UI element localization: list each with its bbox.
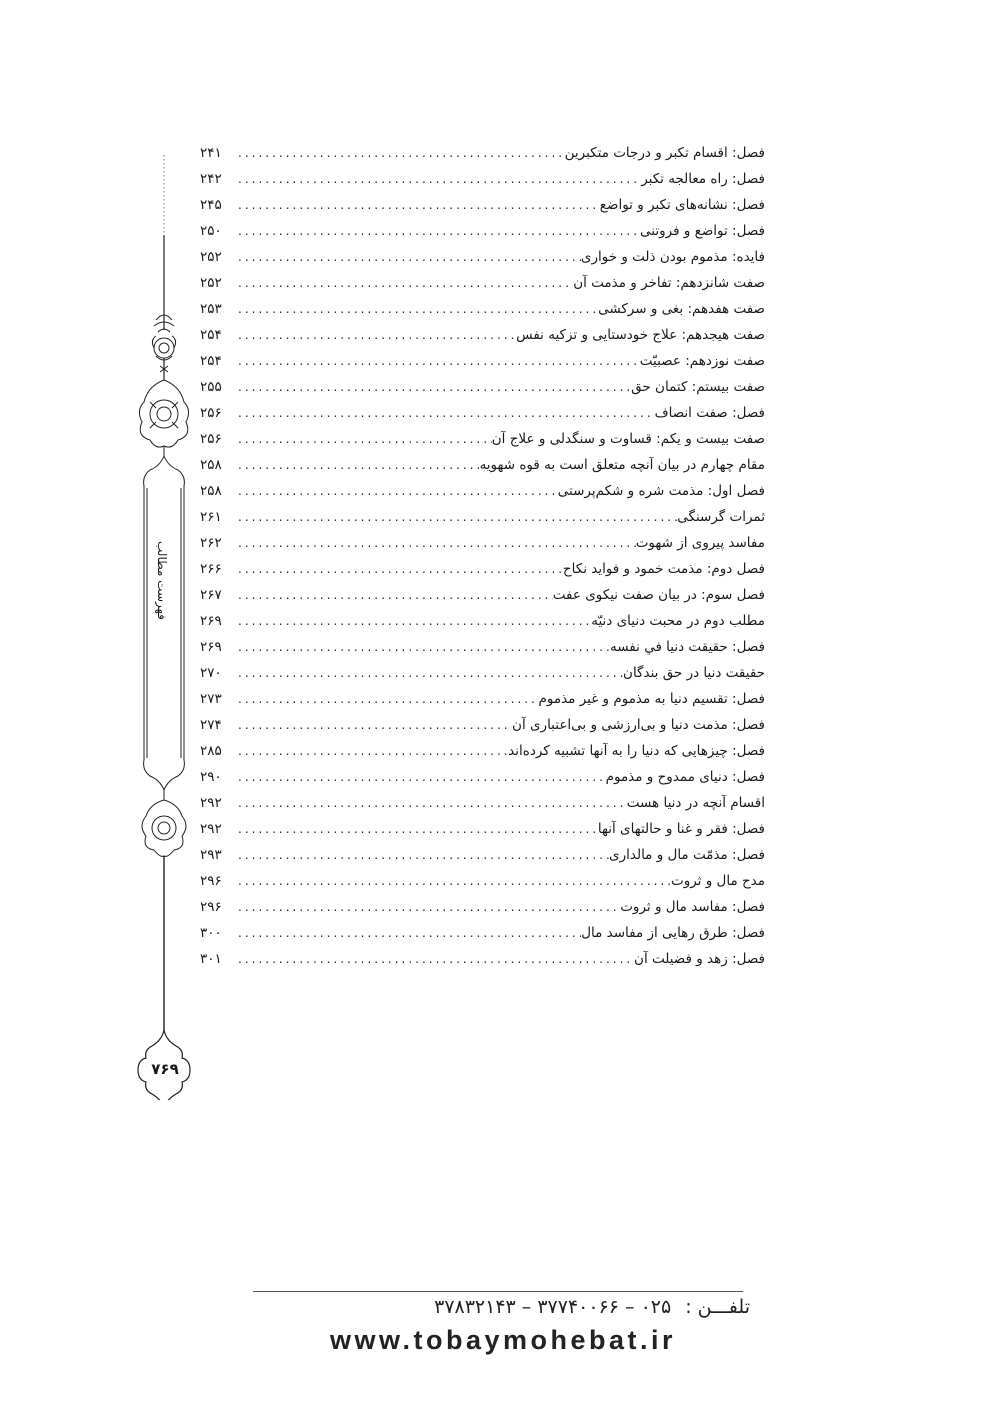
toc-entry[interactable] [200, 504, 765, 530]
dot-leader [234, 608, 591, 634]
dot-leader [234, 842, 609, 868]
section-label: فهرست مطالب [155, 540, 169, 620]
toc-entry-title: فصل: اقسام تکبر و درجات متکبرین [564, 145, 765, 161]
dot-leader [234, 530, 636, 556]
toc-entry[interactable] [200, 530, 765, 556]
toc-entry-page: ۲۹۶ [200, 873, 222, 889]
toc-entry-title: فصل: چیزهایی که دنیا را به آنها تشبیه کرده‌اند [508, 743, 765, 759]
toc-entry-page: ۲۸۵ [200, 743, 222, 759]
dot-leader [234, 764, 606, 790]
toc-entry-title: مدح مال و ثروت [670, 873, 765, 889]
toc-entry-title: فصل اول: مذمت شره و شکم‌پرستی [557, 483, 765, 499]
toc-entry-title: ثمرات گرسنگی [677, 509, 765, 525]
toc-entry-title: فصل: مذمّت مال و مالداری [609, 847, 765, 863]
toc-entry-page: ۲۵۸ [200, 483, 222, 499]
dot-leader [234, 634, 610, 660]
toc-entry-page: ۲۶۷ [200, 587, 222, 603]
toc-entry[interactable] [200, 322, 765, 348]
toc-entry-page: ۲۵۶ [200, 405, 222, 421]
dot-leader [234, 556, 563, 582]
toc-entry[interactable] [200, 686, 765, 712]
toc-entry[interactable] [200, 920, 765, 946]
toc-entry-page: ۲۶۱ [200, 509, 222, 525]
dot-leader [234, 244, 581, 270]
dot-leader [234, 712, 512, 738]
dot-leader [234, 322, 516, 348]
toc-entry-title: صفت بیست و یکم: قساوت و سنگدلی و علاج آن [491, 431, 765, 447]
toc-entry-title: مقام چهارم در بیان آنچه متعلق است به قوه شهویه [479, 457, 765, 473]
dot-leader [234, 192, 600, 218]
table-of-contents [200, 140, 765, 972]
toc-entry[interactable] [200, 634, 765, 660]
toc-entry-title: صفت هفدهم: بغی و سرکشی [598, 301, 765, 317]
toc-entry-title: صفت شانزدهم: تفاخر و مذمت آن [573, 275, 765, 291]
dot-leader [234, 374, 631, 400]
toc-entry[interactable] [200, 790, 765, 816]
toc-entry-page: ۲۶۶ [200, 561, 222, 577]
dot-leader [234, 504, 677, 530]
toc-entry-title: فصل سوم: در بیان صفت نیکوی عفت [552, 587, 765, 603]
toc-entry-title: فصل: زهد و فضیلت آن [634, 951, 765, 967]
toc-entry[interactable] [200, 296, 765, 322]
dot-leader [234, 790, 627, 816]
toc-entry-title: فصل: نشانه‌های تکبر و تواضع [599, 197, 765, 213]
dot-leader [234, 166, 641, 192]
toc-entry-page: ۲۵۸ [200, 457, 222, 473]
toc-entry-title: فصل: فقر و غنا و حالتهای آنها [597, 821, 765, 837]
toc-entry-page: ۲۵۲ [200, 249, 222, 265]
toc-entry-page: ۳۰۰ [200, 925, 222, 941]
dot-leader [234, 946, 634, 972]
toc-entry-title: فصل: راه معالجه تکبر [641, 171, 765, 187]
toc-entry[interactable] [200, 452, 765, 478]
toc-entry[interactable] [200, 712, 765, 738]
large-flower-ornament-icon [139, 380, 188, 447]
dot-leader [234, 660, 623, 686]
dot-leader [234, 920, 581, 946]
leaf-ornament-icon [154, 315, 174, 332]
toc-entry-title: مطلب دوم در محبت دنیای دنیّه [591, 613, 765, 629]
dot-leader [234, 582, 553, 608]
toc-entry[interactable] [200, 426, 765, 452]
toc-entry[interactable] [200, 478, 765, 504]
toc-entry-title: فصل: صفت انصاف [654, 405, 765, 421]
toc-entry[interactable] [200, 582, 765, 608]
toc-entry-title: صفت هیجدهم: علاج خودستایی و تزکیه نفس [516, 327, 765, 343]
toc-entry-title: فصل: مذمت دنیا و بی‌ارزشی و بی‌اعتباری آن [512, 717, 765, 733]
toc-entry-page: ۲۷۳ [200, 691, 222, 707]
toc-entry-page: ۲۹۲ [200, 821, 222, 837]
toc-entry-page: ۲۵۳ [200, 301, 222, 317]
toc-entry-title: حقیقت دنیا در حق بندگان [623, 665, 765, 681]
dot-leader [234, 348, 640, 374]
toc-entry-title: صفت نوزدهم: عصبیّت [639, 353, 765, 369]
toc-entry-page: ۲۵۴ [200, 327, 222, 343]
toc-entry[interactable] [200, 842, 765, 868]
toc-entry-page: ۲۹۰ [200, 769, 222, 785]
dot-leader [234, 868, 671, 894]
toc-entry-page: ۲۹۶ [200, 899, 222, 915]
toc-entry-page: ۲۴۱ [200, 145, 222, 161]
toc-entry[interactable] [200, 660, 765, 686]
toc-entry[interactable] [200, 764, 765, 790]
dot-leader [234, 218, 640, 244]
dot-leader [234, 738, 508, 764]
toc-entry[interactable] [200, 348, 765, 374]
dot-leader [234, 400, 655, 426]
dot-leader [234, 816, 598, 842]
toc-entry-page: ۲۹۲ [200, 795, 222, 811]
footer-phone [250, 1296, 750, 1318]
toc-entry[interactable] [200, 270, 765, 296]
toc-entry-title: فصل: دنیای ممدوح و مذموم [605, 769, 765, 785]
toc-entry-page: ۲۶۲ [200, 535, 222, 551]
toc-entry-page: ۲۵۶ [200, 431, 222, 447]
toc-entry[interactable] [200, 738, 765, 764]
footer-divider [253, 1291, 743, 1292]
dot-leader [234, 270, 573, 296]
toc-entry-page: ۲۹۳ [200, 847, 222, 863]
dot-leader [234, 296, 598, 322]
toc-entry-title: اقسام آنچه در دنیا هست [626, 795, 765, 811]
toc-entry[interactable] [200, 244, 765, 270]
toc-entry-page: ۳۰۱ [200, 951, 222, 967]
dot-leader [234, 686, 539, 712]
toc-entry-page: ۲۵۴ [200, 353, 222, 369]
small-flower-ornament-icon [152, 336, 175, 360]
toc-entry[interactable] [200, 374, 765, 400]
toc-entry[interactable] [200, 816, 765, 842]
toc-entry-page: ۲۶۹ [200, 639, 222, 655]
dot-leader [234, 478, 558, 504]
toc-entry-page: ۲۷۴ [200, 717, 222, 733]
dot-leader [234, 426, 492, 452]
toc-entry-title: فصل: حقیقت دنیا في نفسه [610, 639, 765, 655]
toc-entry-page: ۲۷۰ [200, 665, 222, 681]
toc-entry-page: ۲۶۹ [200, 613, 222, 629]
toc-entry-title: فایده: مذموم بودن ذلت و خواری [580, 249, 765, 265]
toc-entry[interactable] [200, 192, 765, 218]
website-link[interactable]: www.tobaymohebat.ir [329, 1325, 677, 1355]
toc-entry[interactable] [200, 946, 765, 972]
toc-entry-title: فصل: تقسیم دنیا به مذموم و غیر مذموم [538, 691, 765, 707]
toc-entry[interactable] [200, 400, 765, 426]
toc-entry[interactable] [200, 140, 765, 166]
toc-entry-title: فصل: مفاسد مال و ثروت [620, 899, 765, 915]
toc-entry-title: فصل دوم: مذمت خمود و فواید نکاح [562, 561, 765, 577]
toc-entry-page: ۲۵۲ [200, 275, 222, 291]
toc-entry-title: صفت بیستم: کتمان حق [631, 379, 765, 395]
dot-leader [234, 452, 480, 478]
toc-entry-page: ۲۵۵ [200, 379, 222, 395]
toc-entry-page: ۲۴۵ [200, 197, 222, 213]
phone-numbers: ۰۲۵ – ۳۷۷۴۰۰۶۶ – ۳۷۸۳۲۱۴۳ [434, 1296, 672, 1318]
toc-entry[interactable] [200, 218, 765, 244]
toc-entry-title: فصل: تواضع و فروتنی [640, 223, 765, 239]
toc-entry-title: فصل: طرق رهایی از مفاسد مال [581, 925, 765, 941]
dot-leader [234, 140, 565, 166]
dot-leader [234, 894, 620, 920]
toc-entry[interactable] [200, 556, 765, 582]
large-flower-ornament-icon [142, 800, 186, 856]
page-number: ۷۶۹ [151, 1060, 179, 1078]
toc-entry[interactable] [200, 894, 765, 920]
toc-entry[interactable] [200, 868, 765, 894]
toc-entry-page: ۲۴۲ [200, 171, 222, 187]
toc-entry[interactable] [200, 166, 765, 192]
toc-entry[interactable] [200, 608, 765, 634]
toc-entry-page: ۲۵۰ [200, 223, 222, 239]
toc-entry-title: مفاسد پیروی از شهوت [635, 535, 765, 551]
phone-label: تلفـــن : [685, 1296, 750, 1318]
